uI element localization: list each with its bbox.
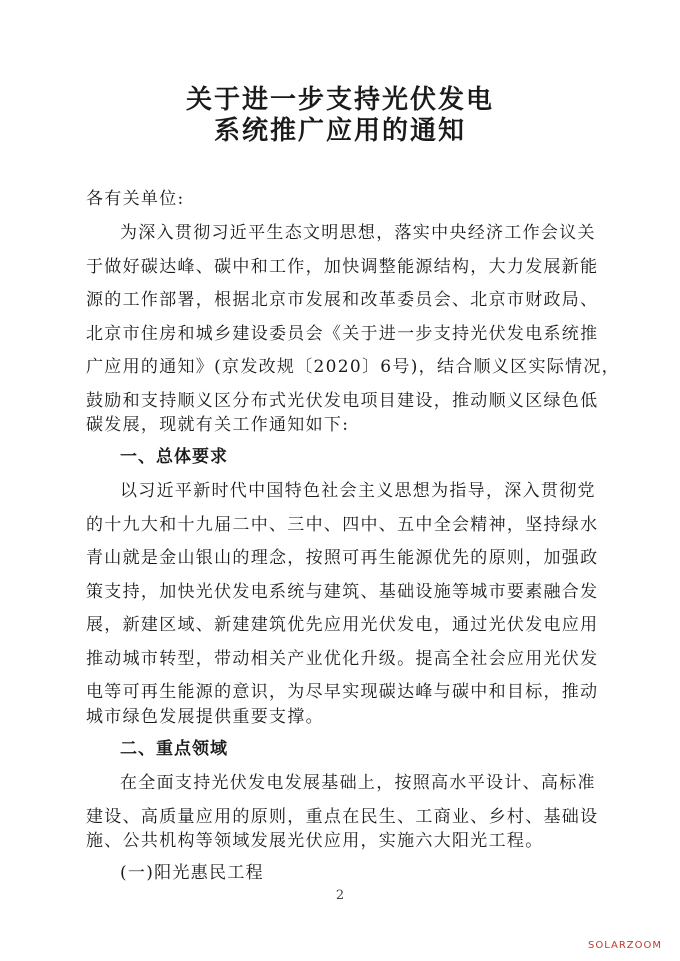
document-title-line1: 关于进一步支持光伏发电 (185, 85, 494, 115)
section2-line: 施、公共机构等领域发展光伏应用，实施六大阳光工程。 (86, 831, 544, 851)
section1-line: 电等可再生能源的意识，为尽早实现碳达峰与碳中和目标，推动 (86, 682, 599, 702)
section2-line: 在全面支持光伏发电发展基础上，按照高水平设计、高标准 (120, 773, 596, 793)
subsection1-heading: (一)阳光惠民工程 (120, 863, 264, 883)
section1-line: 以习近平新时代中国特色社会主义思想为指导，深入贯彻党 (120, 481, 596, 501)
section1-line: 展，新建区域、新建建筑优先应用光伏发电，通过光伏发电应用 (86, 615, 599, 635)
document-title-line2: 系统推广应用的通知 (213, 116, 466, 146)
paragraph1-line: 碳发展，现就有关工作通知如下: (86, 415, 350, 435)
section1-line: 的十九大和十九届二中、三中、四中、五中全会精神，坚持绿水 (86, 515, 599, 535)
paragraph1-line: 于做好碳达峰、碳中和工作，加快调整能源结构，大力发展新能 (86, 257, 599, 277)
paragraph1-line: 广应用的通知》(京发改规〔2020〕6号)，结合顺义区实际情况， (86, 357, 620, 377)
section1-line: 推动城市转型，带动相关产业优化升级。提高全社会应用光伏发 (86, 649, 599, 669)
salutation: 各有关单位: (86, 189, 185, 209)
section1-heading: 一、总体要求 (120, 447, 228, 467)
page-number: 2 (335, 888, 345, 903)
paragraph1-line: 为深入贯彻习近平生态文明思想，落实中央经济工作会议关 (120, 223, 596, 243)
watermark: SOLARZOOM (587, 940, 662, 951)
paragraph1-line: 北京市住房和城乡建设委员会《关于进一步支持光伏发电系统推 (86, 324, 599, 344)
paragraph1-line: 鼓励和支持顺义区分布式光伏发电项目建设，推动顺义区绿色低 (86, 391, 599, 411)
paragraph1-line: 源的工作部署，根据北京市发展和改革委员会、北京市财政局、 (86, 290, 599, 310)
section2-heading: 二、重点领域 (120, 739, 228, 759)
section1-line: 青山就是金山银山的理念，按照可再生能源优先的原则，加强政 (86, 548, 599, 568)
section1-line: 城市绿色发展提供重要支撑。 (86, 707, 324, 727)
section2-line: 建设、高质量应用的原则，重点在民生、工商业、乡村、基础设 (86, 807, 599, 827)
section1-line: 策支持，加快光伏发电系统与建筑、基础设施等城市要素融合发 (86, 582, 599, 602)
